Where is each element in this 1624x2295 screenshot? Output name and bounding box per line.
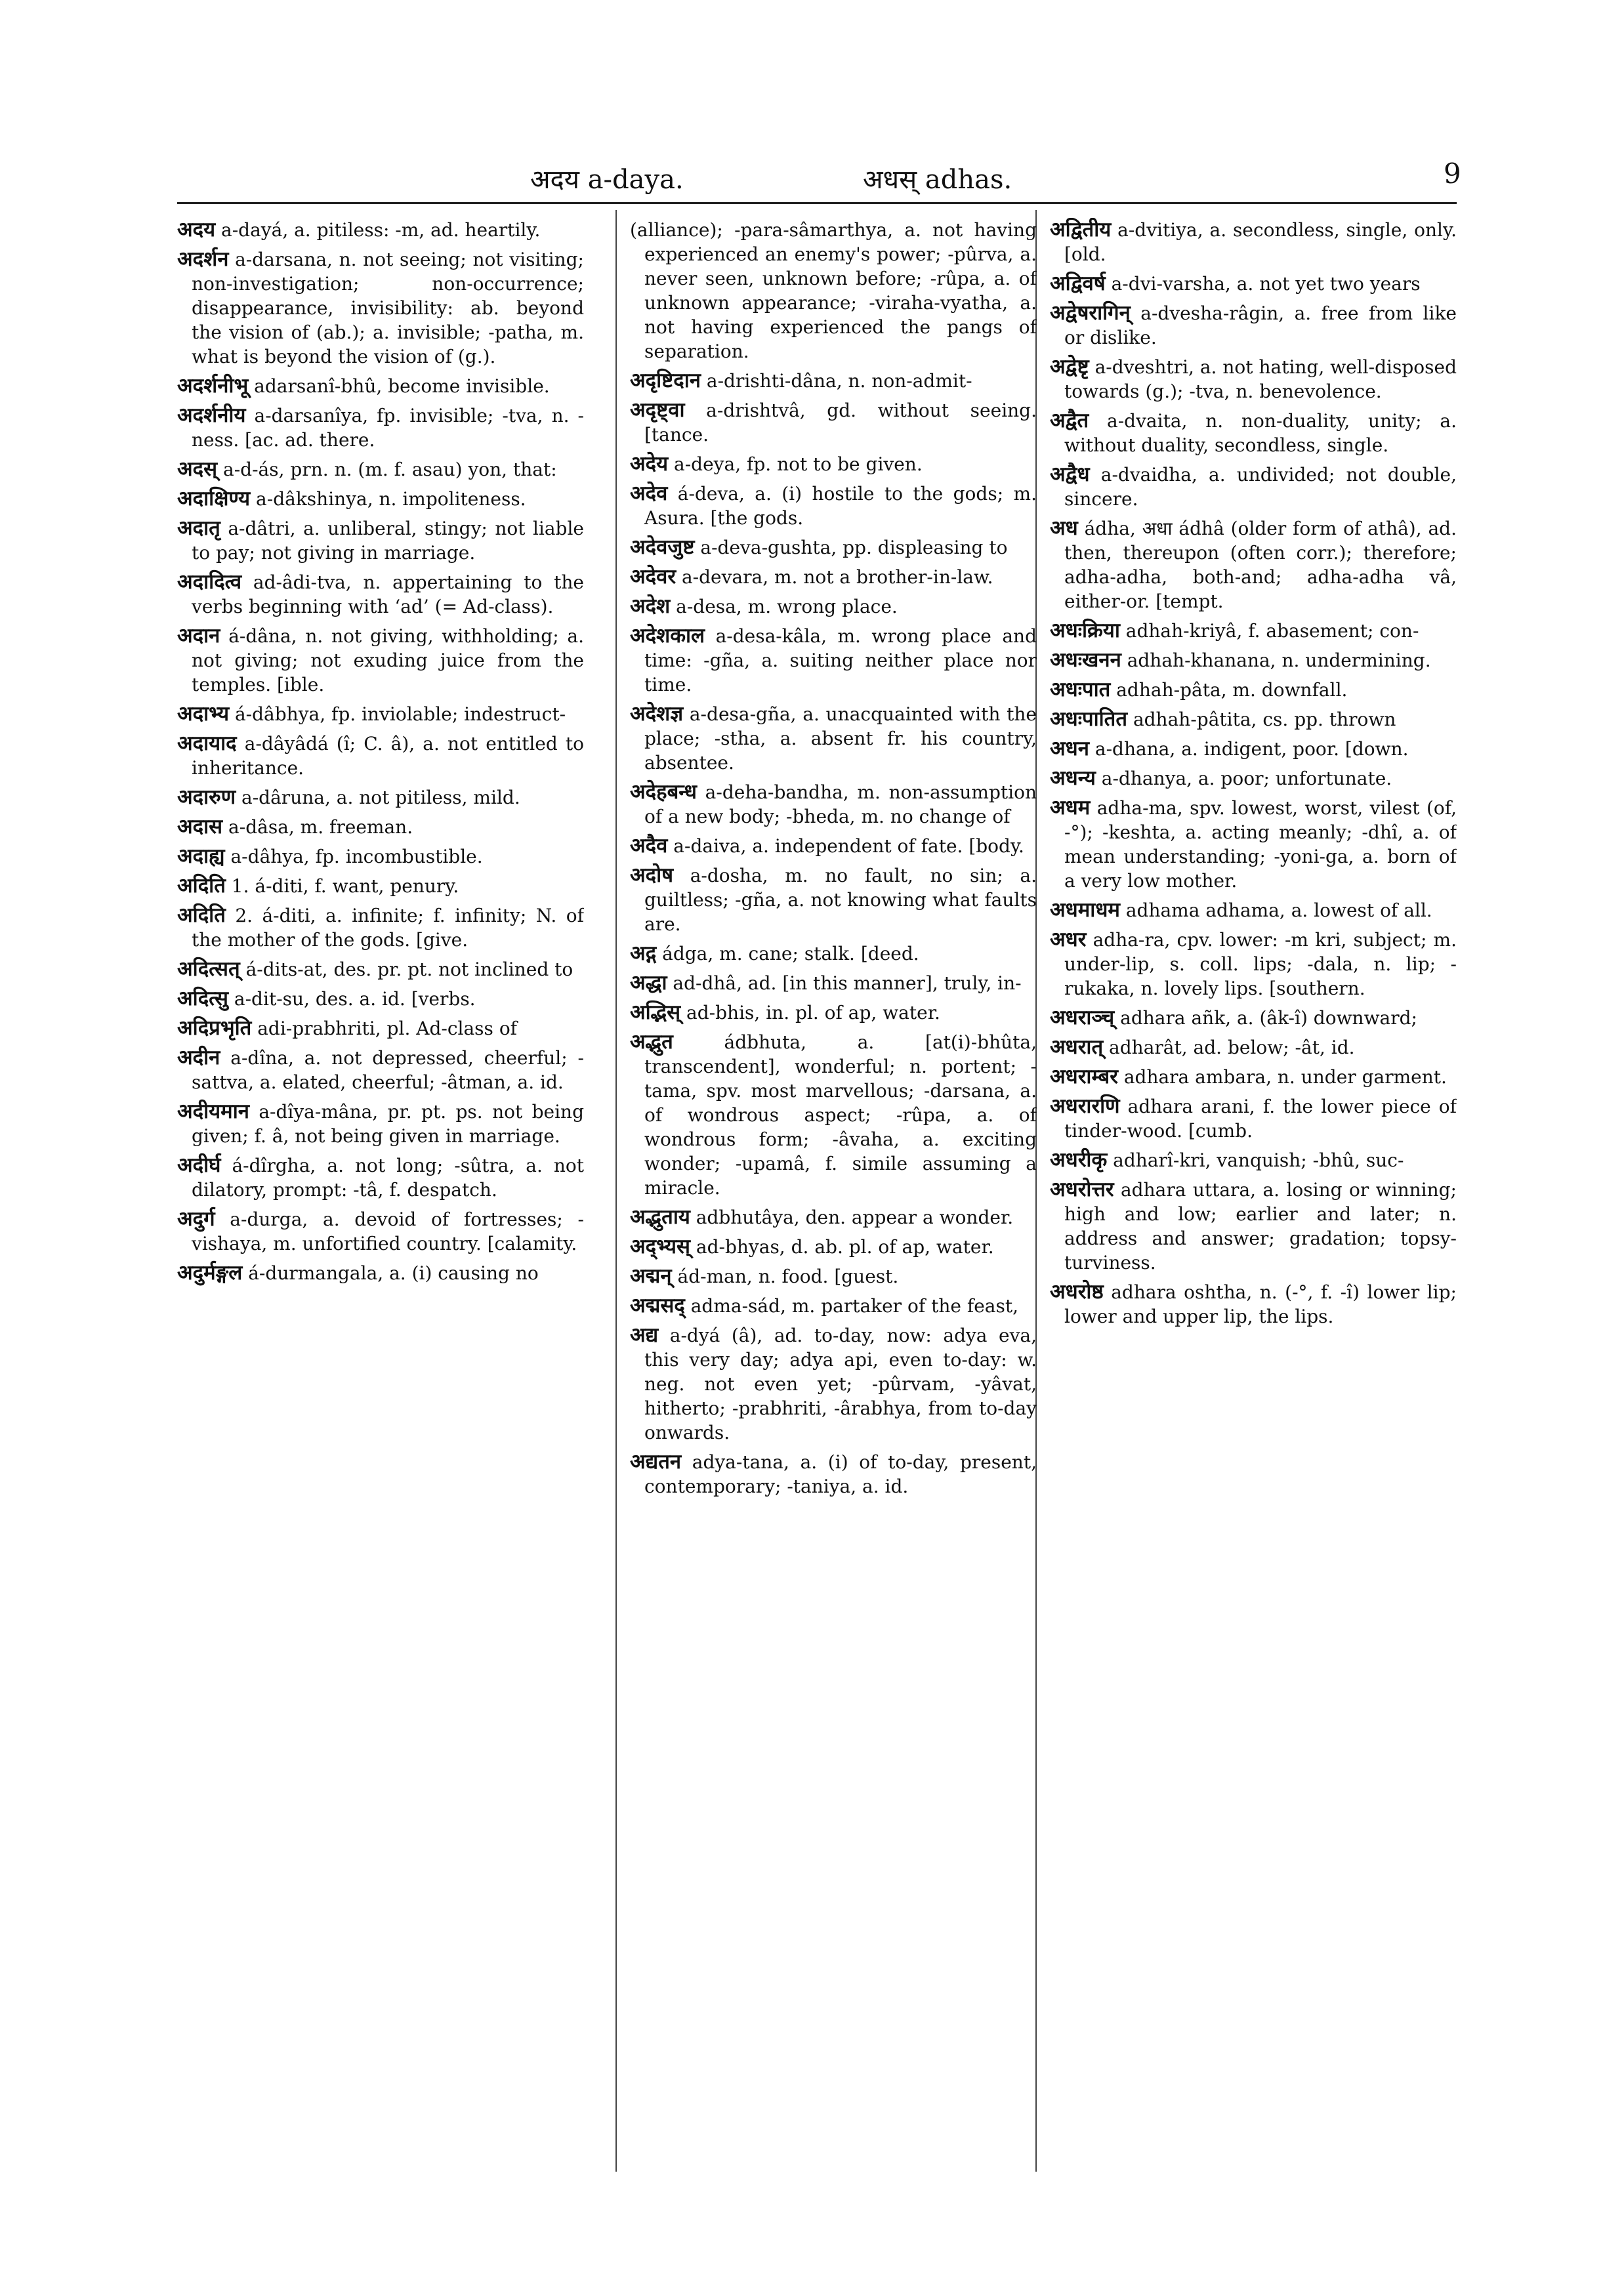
dictionary-entry	[1050, 1280, 1457, 1329]
dictionary-entry	[1050, 355, 1457, 403]
entry-definition: a-dîna, a. not depressed, cheerful; -sattva, a. elated, cheerful; -âtman, a. id.	[192, 1047, 584, 1093]
entry-definition: a-deya, fp. not to be given.	[674, 453, 923, 475]
entry-headword: अदातृ	[177, 516, 220, 540]
entry-definition: á-dâbhya, fp. inviolable; indestruct-	[234, 703, 566, 725]
entry-headword: अदृष्टिदान	[630, 369, 701, 392]
entry-definition: adhara ambara, n. under garment.	[1123, 1066, 1447, 1088]
entry-headword: अद्य	[630, 1323, 659, 1347]
entry-headword: अदाक्षिण्य	[177, 487, 251, 510]
entry-definition: a-dâyâdá (î; C. â), a. not entitled to inheritance.	[192, 733, 584, 779]
entry-definition: a-dit-su, des. a. id. [verbs.	[234, 988, 476, 1010]
entry-headword: अदान	[177, 624, 220, 648]
entry-definition: a-dyá (â), ad. to-day, now: adya eva, this very day; adya api, even to-day: w. neg. not even yet; -pûrvam, -yâvat, hitherto; -prabhriti, -ârabhya, from to-day onwards.	[644, 1325, 1037, 1443]
entry-headword: अद्मन्	[630, 1264, 672, 1288]
entry-definition: ádha, अधा ádhâ (older form of athâ), ad. then, thereupon (often corr.); therefore; adha-adha, both-and; adha-adha vâ, either-or. [tempt.	[1064, 518, 1457, 612]
entry-definition: a-dvi-varsha, a. not yet two years	[1111, 273, 1421, 295]
entry-headword: अद्वैध	[1050, 463, 1090, 486]
entry-headword: अदैव	[630, 834, 668, 858]
entry-headword: अदायाद	[177, 732, 237, 755]
entry-definition: a-dâhya, fp. incombustible.	[230, 846, 483, 867]
entry-definition: ád-man, n. food. [guest.	[677, 1266, 899, 1287]
dictionary-entry	[1050, 737, 1457, 761]
entry-definition: adha-ma, spv. lowest, worst, vilest (of, -°); -keshta, a. acting meanly; -dhî, a. of mean understanding; -yoni-ga, a. born of a very low mother.	[1064, 797, 1457, 892]
entry-definition: 2. á-diti, a. infinite; f. infinity; N. of the mother of the gods. [give.	[192, 905, 584, 951]
dictionary-entry	[630, 452, 1037, 476]
dictionary-entry	[630, 834, 1037, 858]
entry-headword: अधराञ्च्	[1050, 1006, 1115, 1029]
dictionary-entry	[1050, 707, 1457, 732]
dictionary-entry	[630, 482, 1037, 530]
entry-definition: a-dveshtri, a. not hating, well-disposed towards (g.); -tva, n. benevolence.	[1064, 356, 1457, 402]
entry-definition: a-dvaita, n. non-duality, unity; a. without duality, secondless, single.	[1064, 410, 1457, 456]
entry-definition: a-desa-kâla, m. wrong place and time: -gña, a. suiting neither place nor time.	[644, 625, 1037, 695]
entry-headword: अदीन	[177, 1046, 220, 1069]
entry-definition: á-deva, a. (i) hostile to the gods; m. Asura. [the gods.	[644, 483, 1037, 529]
dictionary-entry	[177, 374, 584, 398]
entry-definition: adhah-pâtita, cs. pp. thrown	[1133, 709, 1396, 730]
entry-headword: अद्वैत	[1050, 409, 1089, 432]
dictionary-entry	[1050, 463, 1457, 511]
entry-definition: a-darsanîya, fp. invisible; -tva, n. -ness. [ac. ad. there.	[192, 405, 584, 451]
entry-headword: अदाभ्य	[177, 702, 230, 726]
column-1	[177, 218, 584, 2239]
dictionary-entry	[177, 785, 584, 810]
dictionary-entry	[630, 1450, 1037, 1499]
entry-headword: अधरोत्तर	[1050, 1178, 1114, 1201]
entry-definition: ádga, m. cane; stalk. [deed.	[662, 943, 919, 964]
entry-definition: á-dits-at, des. pr. pt. not inclined to	[245, 959, 573, 980]
entry-definition: adhara añk, a. (âk-î) downward;	[1120, 1007, 1417, 1029]
entry-headword: अदर्शनीभू	[177, 374, 249, 398]
entry-definition: a-dayá, a. pitiless: -m, ad. heartily.	[221, 219, 541, 241]
dictionary-entry	[630, 369, 1037, 393]
dictionary-entry	[177, 1100, 584, 1148]
dictionary-entry	[1050, 218, 1457, 266]
dictionary-entry	[177, 874, 584, 898]
entry-definition: a-dhanya, a. poor; unfortunate.	[1101, 768, 1392, 789]
dictionary-entry	[630, 535, 1037, 560]
dictionary-entry	[177, 957, 584, 982]
entry-definition: a-darsana, n. not seeing; not visiting; non-investigation; non-occurrence; disappearance, invisibility: ab. beyond the vision of (ab.); a. invisible; -patha, m. what is beyond the vision of (g.).	[192, 249, 584, 367]
entry-definition: a-desa, m. wrong place.	[676, 596, 898, 617]
dictionary-entry	[177, 516, 584, 565]
entry-headword: अदेशकाल	[630, 624, 705, 648]
entry-definition: adhah-kriyâ, f. abasement; con-	[1125, 620, 1419, 642]
entry-headword: अद्मसद्	[630, 1294, 685, 1317]
running-head-left: अदय a-daya.	[530, 165, 684, 195]
dictionary-entry	[630, 941, 1037, 966]
entry-headword: अध	[1050, 516, 1078, 540]
dictionary-entry	[177, 732, 584, 780]
dictionary-entry	[1050, 1094, 1457, 1143]
dictionary-entry	[1050, 1178, 1457, 1275]
entry-headword: अद्भ्यस्	[630, 1235, 690, 1258]
entry-headword: अदुर्मङ्गल	[177, 1261, 243, 1285]
entry-headword: अदित्सु	[177, 987, 228, 1010]
column-3	[1050, 218, 1457, 2239]
dictionary-entry	[1050, 928, 1457, 1001]
dictionary-entry	[630, 1001, 1037, 1025]
entry-definition: a-deha-bandha, m. non-assumption of a new body; -bheda, m. no change of	[644, 781, 1037, 827]
entry-headword: अदाह्य	[177, 844, 225, 868]
entry-headword: अधम	[1050, 796, 1091, 819]
dictionary-entry	[630, 565, 1037, 589]
dictionary-entry	[630, 1030, 1037, 1200]
entry-definition: 1. á-diti, f. want, penury.	[231, 875, 459, 897]
dictionary-entry	[177, 844, 584, 869]
entry-headword: अदर्शन	[177, 247, 229, 271]
entry-definition: ad-âdi-tva, n. appertaining to the verbs beginning with ‘ad’ (= Ad-class).	[192, 571, 584, 617]
running-header	[0, 156, 1624, 202]
entry-definition: a-drishti-dâna, n. non-admit-	[706, 370, 972, 392]
entry-headword: अदोष	[630, 863, 674, 887]
entry-headword: अधराम्बर	[1050, 1065, 1118, 1088]
dictionary-entry	[177, 1153, 584, 1202]
dictionary-entry	[630, 1264, 1037, 1289]
entry-definition: a-deva-gushta, pp. displeasing to	[700, 537, 1008, 558]
dictionary-entry	[1050, 796, 1457, 893]
entry-definition: a-dâtri, a. unliberal, stingy; not liable to pay; not giving in marriage.	[192, 518, 584, 564]
entry-headword: अधर	[1050, 928, 1087, 951]
entry-headword: अधःपात	[1050, 678, 1111, 701]
entry-headword: अधःपातित	[1050, 707, 1128, 731]
dictionary-entry	[1050, 1006, 1457, 1030]
dictionary-entry	[177, 247, 584, 369]
running-head-right: अधस् adhas.	[863, 165, 1012, 195]
dictionary-entry	[177, 815, 584, 839]
entry-definition: adma-sád, m. partaker of the feast,	[690, 1295, 1018, 1317]
dictionary-entry	[177, 1016, 584, 1041]
entry-headword: अद्यतन	[630, 1450, 682, 1474]
entry-headword: अदेवजुष्ट	[630, 535, 695, 559]
entry-definition: adarsanî-bhû, become invisible.	[254, 375, 550, 397]
entry-definition: adharî-kri, vanquish; -bhû, suc-	[1113, 1149, 1404, 1171]
entry-headword: अदीर्घ	[177, 1153, 221, 1177]
dictionary-entry	[630, 780, 1037, 829]
entry-headword: अधःक्रिया	[1050, 619, 1120, 642]
entry-headword: अद्धा	[630, 971, 667, 995]
entry-headword: अद्विवर्ष	[1050, 272, 1106, 295]
entry-definition: adhara oshtha, n. (-°, f. -î) lower lip; lower and upper lip, the lips.	[1064, 1281, 1457, 1327]
entry-headword: अदिति	[177, 874, 226, 898]
entry-definition: a-dâruna, a. not pitiless, mild.	[241, 787, 520, 808]
entry-definition: a-daiva, a. independent of fate. [body.	[673, 835, 1024, 857]
entry-headword: अधरात्	[1050, 1035, 1104, 1059]
entry-definition: adhama adhama, a. lowest of all.	[1125, 899, 1432, 921]
entry-definition: adhah-khanana, n. undermining.	[1127, 650, 1431, 671]
dictionary-entry	[1050, 1148, 1457, 1172]
entry-definition: a-d-ás, prn. n. (m. f. asau) yon, that:	[223, 459, 557, 480]
dictionary-entry	[1050, 301, 1457, 350]
dictionary-entry	[630, 1294, 1037, 1318]
dictionary-entry	[177, 457, 584, 482]
entry-definition: a-dîya-mâna, pr. pt. ps. not being given; f. â, not being given in marriage.	[192, 1101, 584, 1147]
dictionary-entry	[177, 218, 584, 242]
entry-headword: अदारुण	[177, 785, 236, 809]
entry-headword: अद्वेष्टृ	[1050, 355, 1089, 379]
entry-headword: अधन	[1050, 737, 1089, 760]
entry-definition: adha-ra, cpv. lower: -m kri, subject; m. under-lip, s. coll. lips; -dala, n. lip; -rukaka, n. lovely lips. [southern.	[1064, 929, 1457, 999]
page-number: 9	[1444, 157, 1461, 190]
entry-headword: अदेव	[630, 482, 668, 505]
dictionary-entry	[1050, 648, 1457, 672]
dictionary-entry	[630, 1323, 1037, 1445]
entry-headword: अदेश	[630, 594, 671, 618]
entry-headword: अदित्सत्	[177, 957, 240, 981]
entry-headword: अदर्शनीय	[177, 403, 246, 427]
dictionary-entry	[1050, 1035, 1457, 1060]
entry-definition: a-durga, a. devoid of fortresses; -vishaya, m. unfortified country. [calamity.	[192, 1209, 584, 1254]
entry-headword: अद्ग	[630, 941, 657, 965]
dictionary-entry	[177, 1261, 584, 1285]
entry-headword: अधःखनन	[1050, 648, 1121, 672]
entry-definition: a-devara, m. not a brother-in-law.	[681, 566, 993, 588]
dictionary-entry	[1050, 766, 1457, 791]
entry-definition: ad-bhis, in. pl. of ap, water.	[686, 1002, 940, 1023]
entry-headword: अद्भिस्	[630, 1001, 681, 1024]
entry-definition: á-dîrgha, a. not long; -sûtra, a. not dilatory, prompt: -tâ, f. despatch.	[192, 1155, 584, 1201]
entry-definition: ad-dhâ, ad. [in this manner], truly, in-	[673, 972, 1022, 994]
entry-definition: (alliance); -para-sâmarthya, a. not having experienced an enemy's power; -pûrva, a. never seen, unknown before; -rûpa, a. of unknown appearance; -viraha-vyatha, a. not having experienced the pangs of separation.	[630, 219, 1037, 362]
dictionary-entry	[177, 487, 584, 511]
entry-headword: अद्भुताय	[630, 1205, 690, 1229]
dictionary-entry	[1050, 1065, 1457, 1089]
header-rule	[177, 202, 1457, 204]
entry-definition: adharât, ad. below; -ât, id.	[1109, 1037, 1355, 1058]
entry-definition: a-dhana, a. indigent, poor. [down.	[1094, 738, 1409, 760]
dictionary-entry	[177, 624, 584, 697]
entry-definition: a-drishtvâ, gd. without seeing. [tance.	[644, 400, 1037, 445]
entry-headword: अदृष्ट्वा	[630, 398, 685, 422]
entry-headword: अद्भुत	[630, 1030, 673, 1054]
entry-headword: अद्वेषरागिन्	[1050, 301, 1131, 325]
column-2	[630, 218, 1037, 2239]
entry-headword: अदेवर	[630, 565, 677, 589]
dictionary-entry	[630, 702, 1037, 775]
entry-headword: अदिति	[177, 903, 226, 927]
dictionary-entry	[177, 1046, 584, 1094]
entry-definition: ad-bhyas, d. ab. pl. of ap, water.	[696, 1236, 994, 1258]
entry-definition: a-dvaidha, a. undivided; not double, sincere.	[1064, 464, 1457, 510]
entry-definition: a-dosha, m. no fault, no sin; a. guiltless; -gña, a. not knowing what faults are.	[644, 865, 1037, 935]
dictionary-entry	[177, 987, 584, 1011]
dictionary-entry	[177, 403, 584, 452]
entry-headword: अदेय	[630, 452, 669, 476]
entry-definition: a-dvesha-râgin, a. free from like or dislike.	[1064, 302, 1457, 348]
entry-definition: adhah-pâta, m. downfall.	[1116, 679, 1348, 701]
dictionary-entry	[1050, 898, 1457, 922]
dictionary-entry	[177, 570, 584, 619]
entry-headword: अदीयमान	[177, 1100, 249, 1123]
entry-definition: adi-prabhriti, pl. Ad-class of	[257, 1018, 518, 1039]
entry-headword: अधरीकृ	[1050, 1148, 1108, 1172]
entry-definition: á-dâna, n. not giving, withholding; a. not giving; not exuding juice from the temples. [ible.	[192, 625, 584, 695]
entry-headword: अदस्	[177, 457, 218, 481]
entry-definition: adbhutâya, den. appear a wonder.	[696, 1207, 1014, 1228]
dictionary-entry	[177, 903, 584, 952]
dictionary-entry	[1050, 272, 1457, 296]
dictionary-entry	[1050, 409, 1457, 457]
entry-definition: a-dâkshinya, n. impoliteness.	[256, 488, 526, 510]
dictionary-entry	[630, 218, 1037, 363]
dictionary-entry	[1050, 678, 1457, 702]
entry-headword: अद्वितीय	[1050, 218, 1112, 241]
entry-definition: a-dâsa, m. freeman.	[228, 816, 413, 838]
entry-headword: अधरारणि	[1050, 1094, 1120, 1118]
entry-headword: अदादित्व	[177, 570, 242, 594]
entry-headword: अधन्य	[1050, 766, 1096, 790]
entry-headword: अदास	[177, 815, 223, 838]
entry-definition: ádbhuta, a. [at(i)-bhûta, transcendent], wonderful; n. portent; -tama, spv. most marvellous; -darsana, a. of wondrous aspect; -rûpa, a. of wondrous form; -âvaha, a. exciting wonder; -upamâ, f. simile assuming a miracle.	[644, 1031, 1037, 1199]
entry-headword: अदुर्ग	[177, 1207, 215, 1231]
entry-definition: adya-tana, a. (i) of to-day, present, contemporary; -taniya, a. id.	[644, 1451, 1037, 1497]
entry-headword: अदिप्रभृति	[177, 1016, 252, 1040]
entry-headword: अधरोष्ठ	[1050, 1280, 1104, 1304]
entry-headword: अदय	[177, 218, 216, 241]
entry-definition: a-dvitiya, a. secondless, single, only. [old.	[1064, 219, 1457, 265]
entry-headword: अदेहबन्ध	[630, 780, 697, 804]
entry-headword: अदेशज्ञ	[630, 702, 684, 726]
dictionary-entry	[630, 1235, 1037, 1259]
entry-definition: adhara arani, f. the lower piece of tinder-wood. [cumb.	[1064, 1096, 1457, 1142]
entry-definition: adhara uttara, a. losing or winning; high and low; earlier and later; n. address and answer; gradation; topsy-turviness.	[1064, 1179, 1457, 1273]
entry-definition: á-durmangala, a. (i) causing no	[248, 1262, 539, 1284]
dictionary-entry	[630, 594, 1037, 619]
dictionary-entry	[1050, 619, 1457, 643]
column-divider	[615, 210, 617, 2172]
entry-definition: a-desa-gña, a. unacquainted with the place; -stha, a. absent fr. his country, absentee.	[644, 703, 1037, 774]
dictionary-entry	[630, 398, 1037, 447]
dictionary-entry	[177, 702, 584, 726]
dictionary-entry	[177, 1207, 584, 1256]
entry-headword: अधमाधम	[1050, 898, 1120, 922]
dictionary-entry	[630, 1205, 1037, 1230]
dictionary-entry	[630, 624, 1037, 697]
dictionary-entry	[630, 971, 1037, 995]
dictionary-entry	[1050, 516, 1457, 613]
dictionary-entry	[630, 863, 1037, 936]
